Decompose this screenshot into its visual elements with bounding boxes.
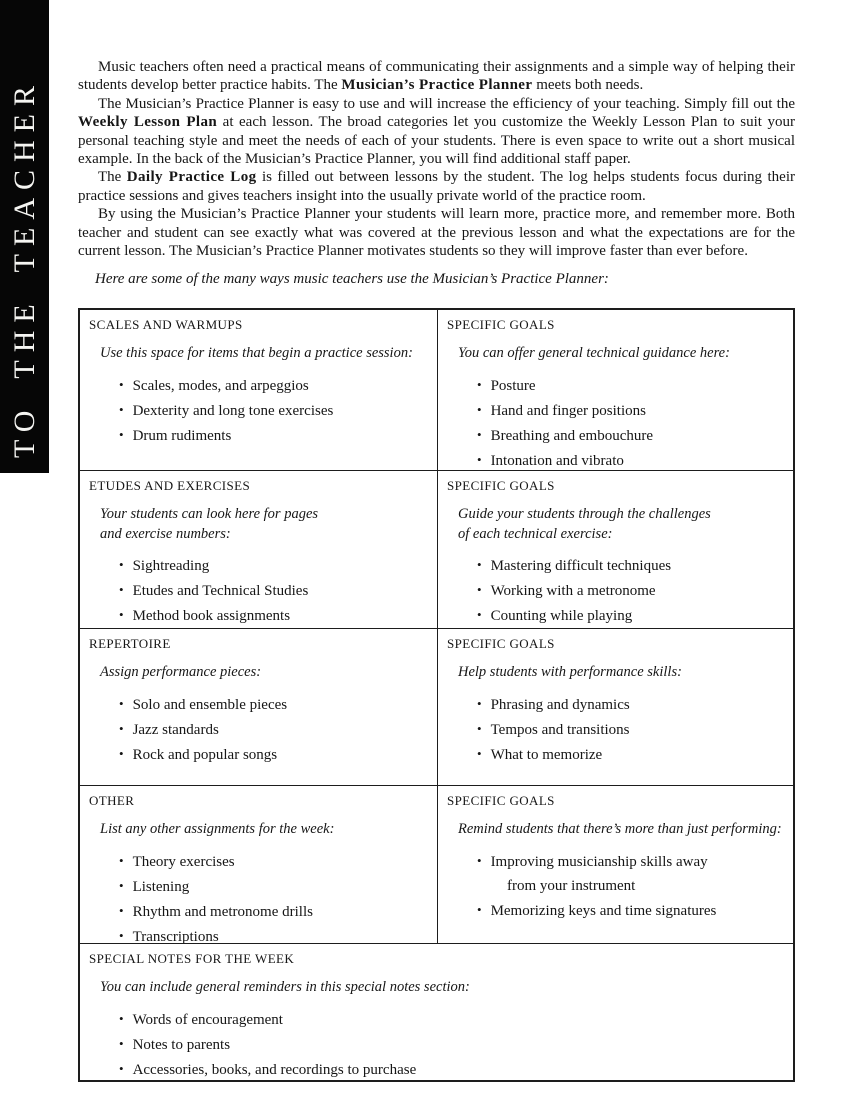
bullet-text: What to memorize <box>490 746 603 763</box>
bullet-list <box>477 556 784 626</box>
bullet-item <box>477 426 784 446</box>
bullet-text: Memorizing keys and time signatures <box>490 902 717 919</box>
bullet-text: Drum rudiments <box>132 427 232 444</box>
bullet-text: Accessories, books, and recordings to purchase <box>132 1061 417 1078</box>
cell-description <box>100 505 428 544</box>
description-line: Guide your students through the challenges <box>458 506 711 522</box>
bullet-item <box>119 556 428 576</box>
cell-repertoire <box>80 629 438 785</box>
bullet-list <box>119 556 428 626</box>
bullet-text: Breathing and embouchure <box>490 427 654 444</box>
description-line: List any other assignments for the week: <box>100 821 335 837</box>
description-line: You can offer general technical guidance here: <box>458 345 730 361</box>
cell-heading: SPECIFIC GOALS <box>447 478 555 493</box>
paragraph-text: The <box>98 169 127 186</box>
table-lead-in-line: Here are some of the many ways music teachers use the Musician’s Practice Planner: <box>95 271 609 288</box>
bullet-text: Jazz standards <box>132 721 219 738</box>
bullet-list <box>119 1010 784 1080</box>
cell-description <box>458 663 784 683</box>
bullet-item <box>477 695 784 715</box>
intro-paragraph-2 <box>78 95 795 169</box>
bullet-list <box>477 852 784 921</box>
bullet-text: Etudes and Technical Studies <box>132 583 309 599</box>
cell-scales-and-warmups <box>80 310 438 470</box>
bullet-item <box>119 877 428 897</box>
bullet-text: Theory exercises <box>132 853 235 870</box>
sidebar-vertical-text-wrap <box>0 0 49 473</box>
intro-paragraph-1 <box>78 58 795 95</box>
bullet-text: Words of encouragement <box>132 1011 283 1028</box>
paragraph-text: at each lesson. The broad categories let you customize the Weekly Lesson Plan to suit your personal teaching style and meet the needs of each of your students. There is even space to write out a short musical example. In the back of the Musician’s Practice Planner, you will find additional staff paper. <box>78 114 795 168</box>
bullet-item <box>477 451 784 471</box>
bullet-item <box>119 401 428 421</box>
cell-specific-goals-1 <box>438 310 793 470</box>
cell-specific-goals-2 <box>438 471 793 628</box>
description-line: Assign performance pieces: <box>100 664 262 680</box>
table-row-scales-and-warmups <box>80 310 793 470</box>
table-row-repertoire <box>80 628 793 785</box>
bullet-text: Posture <box>490 377 536 394</box>
bullet-item <box>119 695 428 715</box>
cell-heading: SPECIAL NOTES FOR THE WEEK <box>89 951 295 966</box>
cell-heading: SCALES AND WARMUPS <box>89 317 243 332</box>
cell-description <box>100 663 428 683</box>
paragraph-text: meets both needs. <box>532 77 644 94</box>
bullet-item <box>477 401 784 421</box>
bullet-text: Mastering difficult techniques <box>490 558 672 574</box>
bullet-item <box>119 927 428 944</box>
bullet-text: Dexterity and long tone exercises <box>132 402 334 419</box>
bullet-item <box>119 745 428 765</box>
bullet-text: Hand and finger positions <box>490 402 646 419</box>
bullet-list <box>119 695 428 765</box>
highlight-daily-practice-log: Daily Practice Log <box>126 169 257 186</box>
bullet-item <box>119 852 428 872</box>
bullet-item <box>119 606 428 626</box>
bullet-list <box>477 695 784 765</box>
highlight-weekly-lesson-plan: Weekly Lesson Plan <box>78 114 218 131</box>
bullet-item <box>477 556 784 576</box>
bullet-text: Counting while playing <box>490 608 633 624</box>
cell-heading: OTHER <box>89 793 135 808</box>
cell-other <box>80 786 438 943</box>
bullet-item <box>119 1010 784 1030</box>
bullet-text: Notes to parents <box>132 1036 231 1053</box>
bullet-text: Tempos and transitions <box>490 721 630 738</box>
bullet-item <box>119 581 428 601</box>
bullet-item <box>477 720 784 740</box>
bullet-text: Phrasing and dynamics <box>490 696 630 713</box>
bullet-item <box>477 606 784 626</box>
paragraph-text: By using the Musician’s Practice Planner your students will learn more, practice more, and remember more. Both teacher and student can see exactly what was covered at the previous lesson and what the expectations are for the current lesson. The Musician’s Practice Planner motivates students so they will improve faster than ever before. <box>78 206 795 260</box>
bullet-item <box>477 745 784 765</box>
cell-description <box>458 820 784 840</box>
bullet-text: Solo and ensemble pieces <box>132 696 288 713</box>
description-line: Help students with performance skills: <box>458 664 682 680</box>
bullet-item <box>119 1035 784 1055</box>
highlight-musicians-practice-planner: Musician’s Practice Planner <box>341 77 533 94</box>
intro-paragraph-4 <box>78 205 795 260</box>
description-line: of each technical exercise: <box>458 525 613 542</box>
paragraph-text: Music teachers often need a practical means of communicating their assignments and a simple way of helping their students develop better practice habits. The <box>78 59 795 94</box>
bullet-item <box>119 426 428 446</box>
bullet-text: Sightreading <box>132 558 210 574</box>
cell-specific-goals-4 <box>438 786 793 943</box>
bullet-item <box>477 901 784 921</box>
cell-description <box>100 344 428 364</box>
table-row-special-notes <box>80 943 793 1080</box>
cell-description <box>100 978 784 998</box>
cell-specific-goals-3 <box>438 629 793 785</box>
bullet-text: Listening <box>132 878 190 895</box>
bullet-item <box>119 376 428 396</box>
description-line: and exercise numbers: <box>100 525 231 542</box>
description-line: Use this space for items that begin a practice session: <box>100 345 413 361</box>
intro-text-block <box>78 58 795 289</box>
bullet-item <box>477 581 784 601</box>
bullet-list <box>119 852 428 944</box>
cell-special-notes-for-the-week <box>80 944 793 1080</box>
cell-description <box>458 505 784 544</box>
description-line: Your students can look here for pages <box>100 506 319 522</box>
intro-paragraph-3 <box>78 168 795 205</box>
bullet-text: Scales, modes, and arpeggios <box>132 377 309 394</box>
bullet-text: Rock and popular songs <box>132 746 278 763</box>
cell-description <box>100 820 428 840</box>
bullet-text: Improving musicianship skills away <box>490 853 708 870</box>
paragraph-text: The Musician’s Practice Planner is easy to use and will increase the efficiency of your teaching. Simply fill out the <box>98 95 795 112</box>
bullet-text: Working with a metronome <box>490 583 656 599</box>
table-row-etudes-and-exercises <box>80 470 793 628</box>
sidebar-chapter-tab <box>0 0 49 473</box>
bullet-list <box>119 376 428 446</box>
cell-etudes-and-exercises <box>80 471 438 628</box>
bullet-item <box>477 852 784 896</box>
table-row-other <box>80 785 793 943</box>
bullet-text: Method book assignments <box>132 608 291 624</box>
description-line: Remind students that there’s more than just performing: <box>458 821 782 837</box>
bullet-item <box>119 720 428 740</box>
cell-heading: SPECIFIC GOALS <box>447 793 555 808</box>
bullet-text: Rhythm and metronome drills <box>132 903 313 920</box>
bullet-text-continuation: from your instrument <box>507 877 636 894</box>
cell-description <box>458 344 784 364</box>
sidebar-chapter-title: TO THE TEACHER <box>8 77 41 458</box>
cell-heading: ETUDES AND EXERCISES <box>89 478 251 493</box>
bullet-item <box>119 902 428 922</box>
bullet-item <box>119 1060 784 1080</box>
bullet-list <box>477 376 784 471</box>
cell-heading: REPERTOIRE <box>89 636 171 651</box>
planner-usage-table <box>78 308 795 1082</box>
cell-heading: SPECIFIC GOALS <box>447 317 555 332</box>
bullet-text: Intonation and vibrato <box>490 452 624 469</box>
paragraph-text: is filled out between lessons by the student. The log helps students focus during their practice sessions and gives teachers insight into the usually private world of the practice room. <box>78 169 795 204</box>
description-line: You can include general reminders in this special notes section: <box>100 979 470 995</box>
bullet-item <box>477 376 784 396</box>
cell-heading: SPECIFIC GOALS <box>447 636 555 651</box>
bullet-text: Transcriptions <box>132 928 219 943</box>
